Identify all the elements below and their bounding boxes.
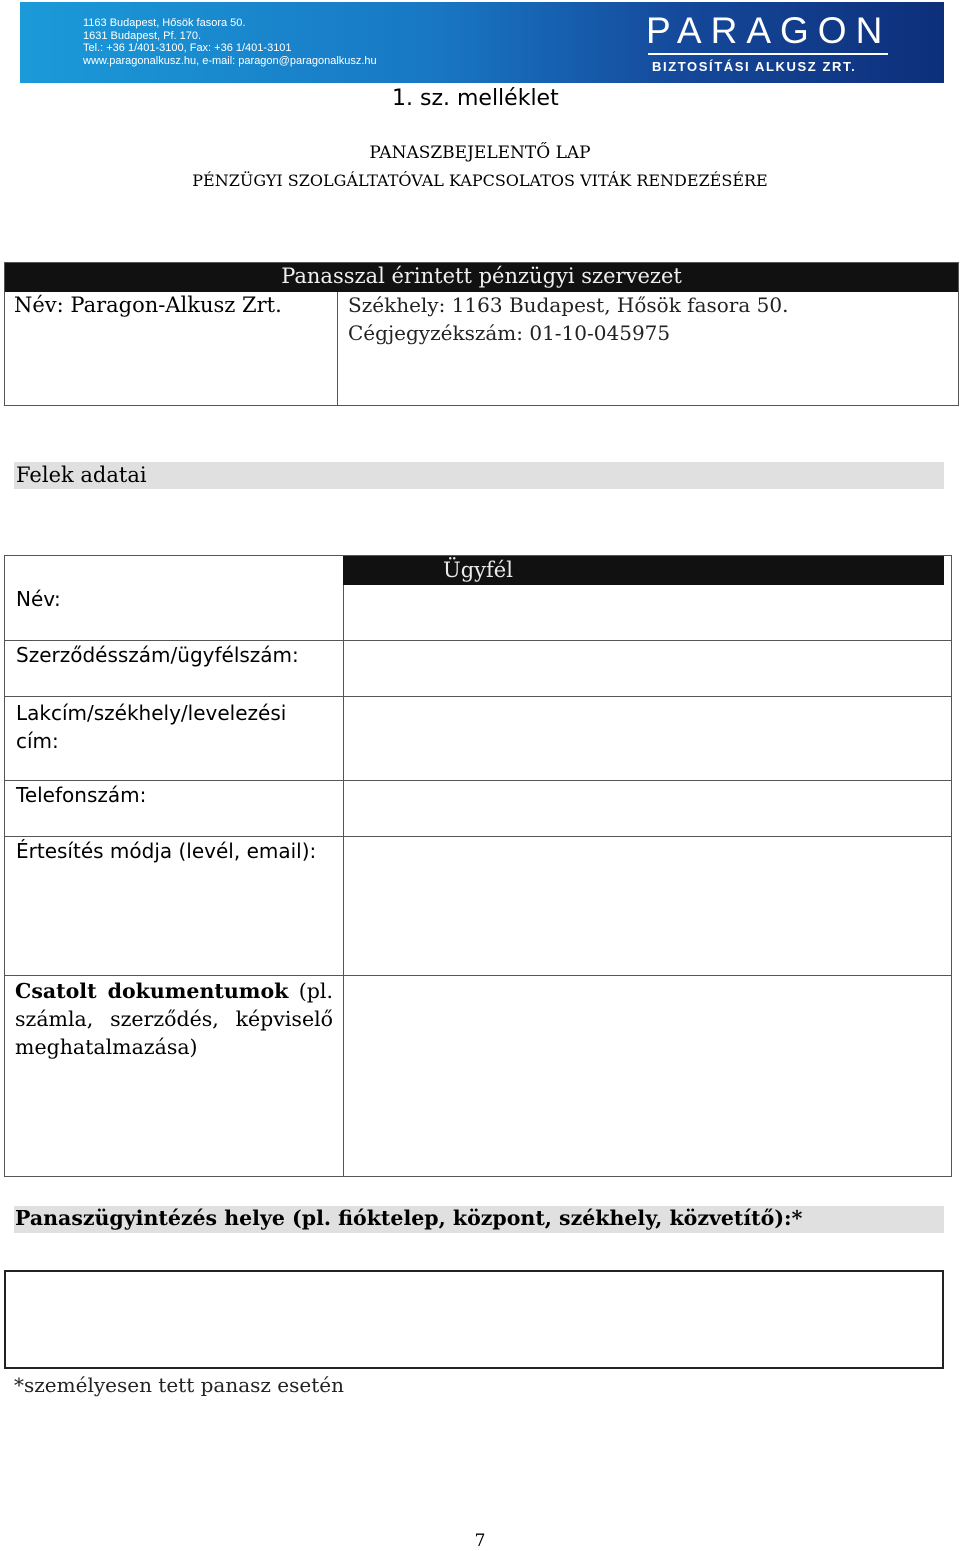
- row-divider: [5, 836, 951, 837]
- address-line: 1631 Budapest, Pf. 170.: [83, 29, 202, 42]
- column-divider: [337, 292, 338, 406]
- annex-label: 1. sz. melléklet: [392, 86, 559, 111]
- field-label-attachments: [15, 977, 333, 1061]
- field-label-address: Lakcím/székhely/levelezési cím:: [16, 701, 287, 753]
- handling-place-field[interactable]: [4, 1270, 944, 1369]
- logo-underline: [648, 53, 888, 55]
- row-divider: [5, 780, 951, 781]
- section-title-handling-place: Panaszügyintézés helye (pl. fióktelep, központ, székhely, közvetítő):*: [15, 1206, 803, 1230]
- organization-header-text: Panasszal érintett pénzügyi szervezet: [281, 264, 682, 288]
- form-title-text: PANASZBEJELENTŐ LAP: [369, 143, 591, 163]
- client-column-label: Ügyfél: [443, 558, 513, 582]
- row-divider: [5, 696, 951, 697]
- row-divider: [5, 975, 951, 976]
- organization-registration: Cégjegyzékszám: 01-10-045975: [348, 321, 671, 345]
- client-column-title: [443, 558, 513, 582]
- page-number: 7: [474, 1531, 486, 1551]
- field-label-name: Név:: [16, 587, 61, 611]
- company-address: [83, 17, 377, 67]
- organization-name: Név: Paragon-Alkusz Zrt.: [14, 293, 282, 317]
- form-subtitle: PÉNZÜGYI SZOLGÁLTATÓVAL KAPCSOLATOS VITÁK RENDEZÉSÉRE: [192, 171, 768, 190]
- section-band: [14, 462, 944, 489]
- section-title-parties: Felek adatai: [16, 463, 147, 487]
- client-column-header: [343, 556, 944, 585]
- address-line: 1163 Budapest, Hősök fasora 50.: [83, 17, 246, 29]
- attachments-label-examples: (pl. számla, szerződés, képviselő meghatalmazása): [15, 979, 333, 1059]
- organization-seat: Székhely: 1163 Budapest, Hősök fasora 50.: [348, 293, 789, 317]
- address-line: www.paragonalkusz.hu, e-mail: paragon@paragonalkusz.hu: [83, 54, 377, 67]
- letterhead-banner: [20, 2, 944, 83]
- attachments-label-bold: Csatolt dokumentumok: [15, 979, 289, 1003]
- logo-wordmark: PARAGON: [646, 10, 892, 51]
- row-divider: [5, 640, 951, 641]
- field-label-notification-method: Értesítés módja (levél, email):: [16, 839, 317, 863]
- logo-subtitle: BIZTOSÍTÁSI ALKUSZ ZRT.: [652, 59, 857, 74]
- column-divider: [343, 585, 344, 1177]
- paragon-logo: [642, 10, 934, 74]
- field-label-phone: Telefonszám:: [16, 783, 147, 807]
- form-title: [0, 143, 960, 163]
- address-line: Tel.: +36 1/401-3100, Fax: +36 1/401-3101: [83, 42, 292, 54]
- field-label-contract-number: Szerződésszám/ügyfélszám:: [16, 643, 299, 667]
- footnote: *személyesen tett panasz esetén: [14, 1373, 344, 1397]
